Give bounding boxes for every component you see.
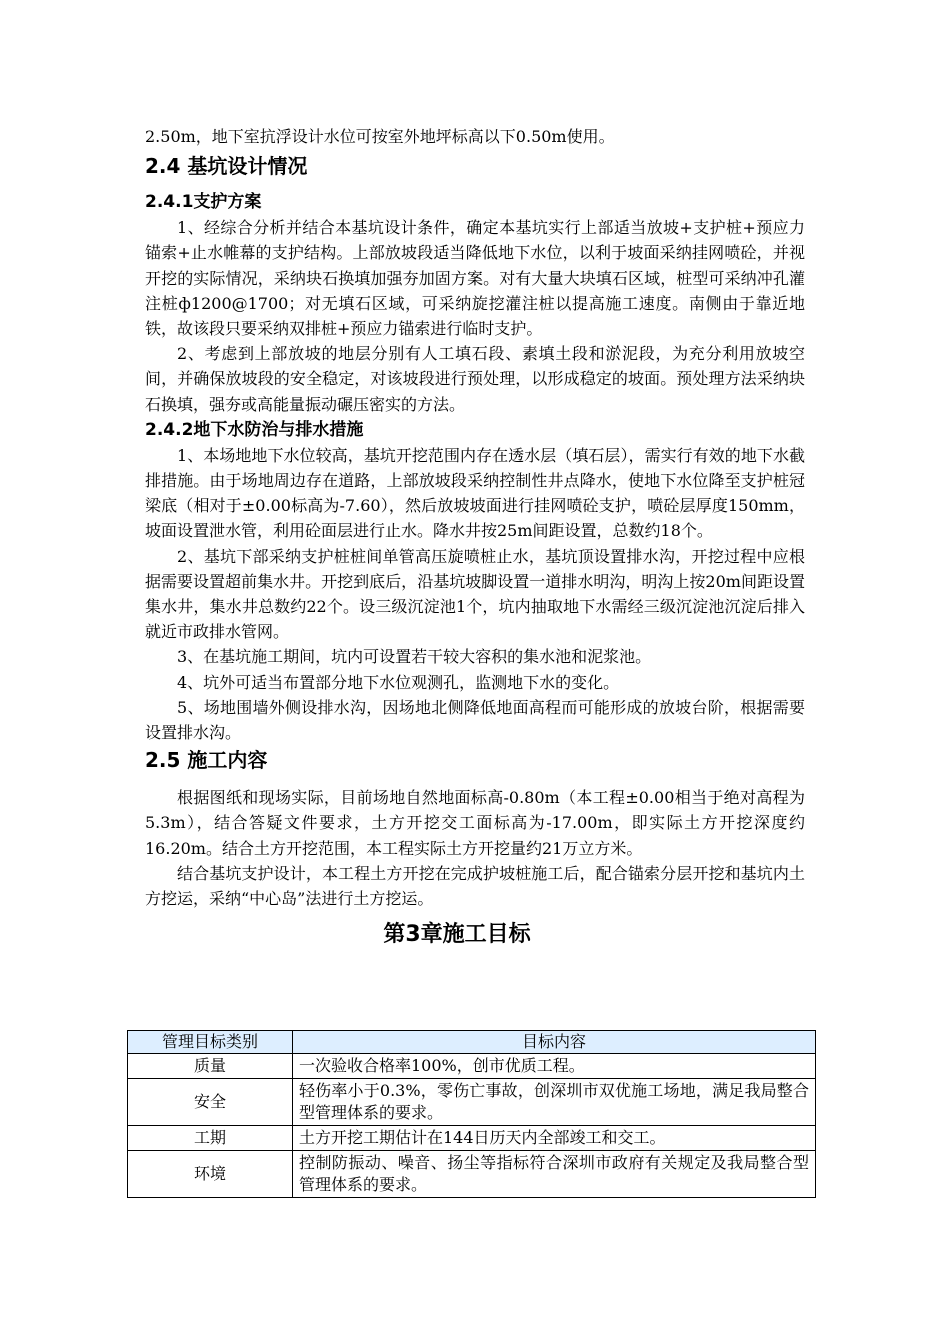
paragraph-support-1: 1、经综合分析并结合本基坑设计条件，确定本基坑实行上部适当放坡+支护桩+预应力锚索+止水帷幕的支护结构。上部放坡段适当降低地下水位，以利于坡面采纳挂网喷砼，并视开挖的实际情况，采纳块石换填加强夯加固方案。对有大量大块填石区域，桩型可采纳冲孔灌注桩ф1200@1700；对无填石区域，可采纳旋挖灌注桩以提高施工速度。南侧由于靠近地铁，故该段只要采纳双排桩+预应力锚索进行临时支护。	[145, 218, 805, 339]
row-content-environment: 控制防振动、噪音、扬尘等指标符合深圳市政府有关规定及我局整合型管理体系的要求。	[293, 1151, 816, 1198]
goals-table	[127, 1030, 816, 1198]
row-category-safety: 安全	[128, 1079, 293, 1126]
heading-2-4: 2.4 基坑设计情况	[145, 154, 308, 179]
row-category-schedule: 工期	[128, 1126, 293, 1151]
paragraph-support-2: 2、考虑到上部放坡的地层分别有人工填石段、素填土段和淤泥段，为充分利用放坡空间，并确保放坡段的安全稳定，对该坡段进行预处理，以形成稳定的坡面。预处理方法采纳块石换填，强夯或高能量振动碾压密实的方法。	[145, 344, 805, 414]
heading-2-4-1: 2.4.1支护方案	[145, 192, 262, 213]
paragraph-drainage-1: 1、本场地地下水位较高，基坑开挖范围内存在透水层（填石层），需实行有效的地下水截排措施。由于场地周边存在道路，上部放坡段采纳控制性井点降水，使地下水位降至支护桩冠梁底（相对于±0.00标高为-7.60），然后放坡坡面进行挂网喷砼支护，喷砼层厚度150mm，坡面设置泄水管，利用砼面层进行止水。降水井按25m间距设置，总数约18个。	[145, 445, 805, 541]
paragraph-drainage-4: 4、坑外可适当布置部分地下水位观测孔，监测地下水的变化。	[177, 672, 620, 692]
paragraph-construction-1: 根据图纸和现场实际，目前场地自然地面标高-0.80m（本工程±0.00相当于绝对高程为5.3m），结合答疑文件要求，土方开挖交工面标高为-17.00m，即实际土方开挖深度约16.20m。结合土方开挖范围，本工程实际土方开挖量约21万立方米。	[145, 788, 805, 858]
paragraph-drainage-3: 3、在基坑施工期间，坑内可设置若干较大容积的集水池和泥浆池。	[177, 647, 652, 667]
heading-2-4-2: 2.4.2地下水防治与排水措施	[145, 419, 364, 440]
chapter-title: 第3章施工目标	[383, 922, 531, 948]
table-row	[128, 1079, 816, 1126]
paragraph-water-level: 2.50m，地下室抗浮设计水位可按室外地坪标高以下0.50m使用。	[145, 127, 615, 146]
paragraph-drainage-5: 5、场地围墙外侧设排水沟，因场地北侧降低地面高程而可能形成的放坡台阶，根据需要设置排水沟。	[145, 697, 805, 743]
row-category-quality: 质量	[128, 1054, 293, 1079]
heading-2-5: 2.5 施工内容	[145, 748, 268, 773]
header-content: 目标内容	[293, 1031, 816, 1054]
table-row	[128, 1054, 816, 1079]
table-row	[128, 1151, 816, 1198]
table-row	[128, 1126, 816, 1151]
header-category: 管理目标类别	[128, 1031, 293, 1054]
document-body	[145, 124, 805, 965]
row-content-safety: 轻伤率小于0.3%，零伤亡事故，创深圳市双优施工场地，满足我局整合型管理体系的要求。	[293, 1079, 816, 1126]
row-content-quality: 一次验收合格率100%，创市优质工程。	[293, 1054, 816, 1079]
paragraph-construction-2: 结合基坑支护设计，本工程土方开挖在完成护坡桩施工后，配合锚索分层开挖和基坑内土方挖运，采纳“中心岛”法进行土方挖运。	[145, 863, 805, 909]
paragraph-drainage-2: 2、基坑下部采纳支护桩桩间单管高压旋喷桩止水，基坑顶设置排水沟，开挖过程中应根据需要设置超前集水井。开挖到底后，沿基坑坡脚设置一道排水明沟，明沟上按20m间距设置集水井，集水井总数约22个。设三级沉淀池1个，坑内抽取地下水需经三级沉淀池沉淀后排入就近市政排水管网。	[145, 546, 805, 642]
row-category-environment: 环境	[128, 1151, 293, 1198]
row-content-schedule: 土方开挖工期估计在144日历天内全部竣工和交工。	[293, 1126, 816, 1151]
table-header-row	[128, 1031, 816, 1054]
